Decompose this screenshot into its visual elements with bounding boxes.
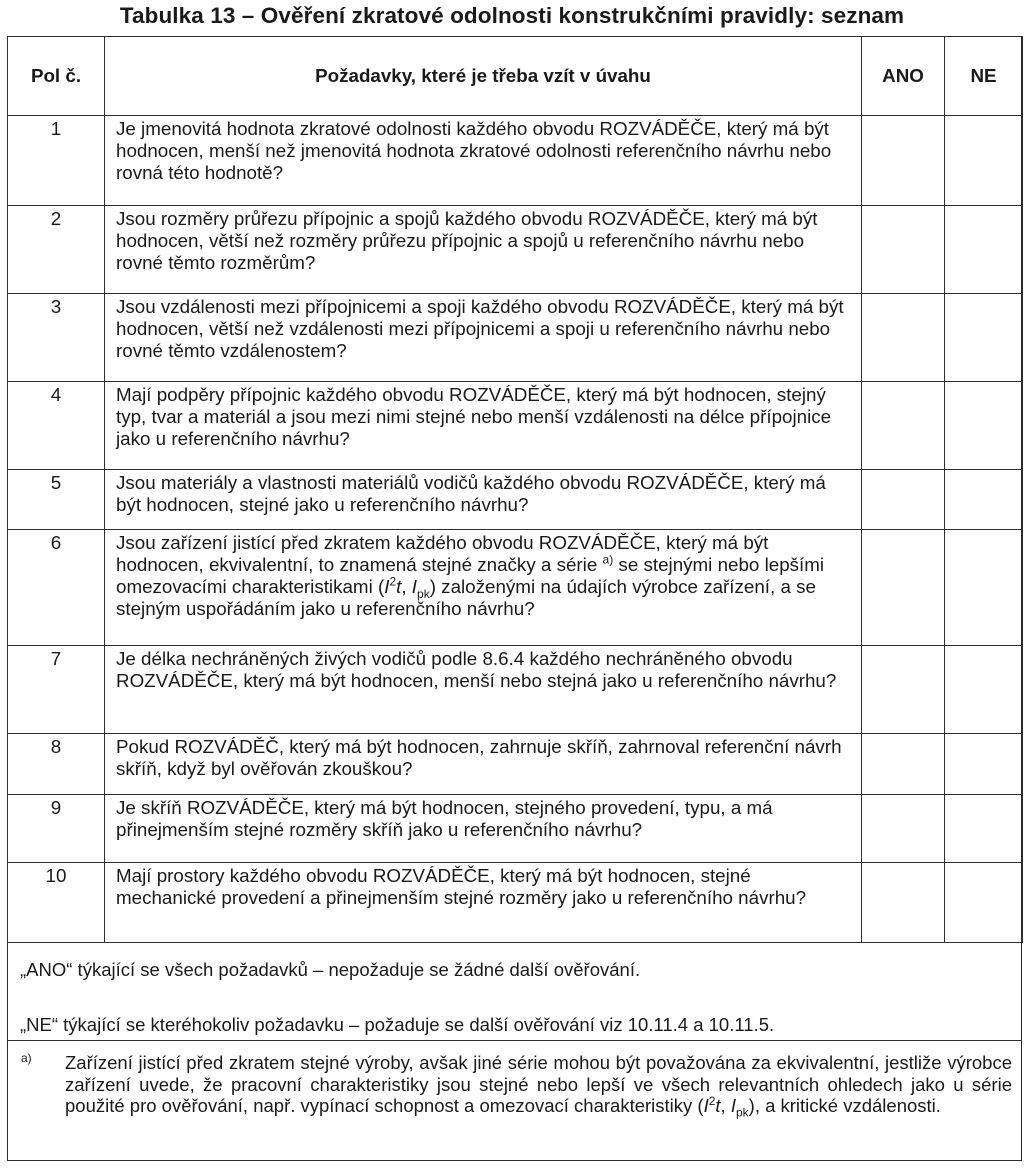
- row-number: 6: [8, 530, 105, 646]
- symbol-i: I: [730, 1095, 736, 1116]
- header-item-number: Pol č.: [8, 37, 105, 116]
- header-requirements: Požadavky, které je třeba vzít v úvahu: [105, 37, 862, 116]
- table-row: [8, 382, 1023, 470]
- table-row: [8, 646, 1023, 734]
- row-requirement: Je skříň ROZVÁDĚČE, který má být hodnocen, stejného provedení, typu, a má přinejmenším stejné rozměry skříň jako u referenčního návrhu?: [105, 795, 862, 863]
- symbol-t: t: [396, 576, 402, 597]
- yes-cell[interactable]: [862, 646, 945, 734]
- header-row: [8, 37, 1023, 116]
- row-number: 2: [8, 206, 105, 294]
- no-cell[interactable]: [945, 734, 1023, 795]
- footnote: [7, 1051, 1022, 1120]
- row-requirement: Mají prostory každého obvodu ROZVÁDĚČE, který má být hodnocen, stejné mechanické provedení a přinejmenším stejné rozměry jako u referenčního návrhu?: [105, 863, 862, 943]
- table-row: [8, 530, 1023, 646]
- footnote-text-part: Zařízení jistící před zkratem stejné výroby, avšak jiné série mohou být považována za ekvivalentní, jestliže výrobce zařízení uvede, že pracovní charakteristiky jsou stejné nebo lepší ve všech relevantních ohledech jako u série použité pro ověřování, např. vypínací schopnost a omezovací charakteristiky (: [65, 1052, 1012, 1116]
- header-no: NE: [945, 37, 1023, 116]
- table-row: [8, 294, 1023, 382]
- row-number: 10: [8, 863, 105, 943]
- no-cell[interactable]: [945, 116, 1023, 206]
- row-requirement: Mají podpěry přípojnic každého obvodu ROZVÁDĚČE, který má být hodnocen, stejný typ, tvar a materiál a jsou mezi nimi stejné nebo menší vzdálenosti na délce přípojnice jako u referenčního návrhu?: [105, 382, 862, 470]
- symbol-subscript: pk: [735, 1105, 749, 1120]
- table-row: [8, 116, 1023, 206]
- req-text-part: ) založenými na údajích výrobce zařízení, a se stejným uspořádáním jako u referenčního návrhu?: [116, 576, 816, 619]
- footnote-ref: a): [602, 552, 614, 567]
- no-cell[interactable]: [945, 470, 1023, 530]
- no-cell[interactable]: [945, 382, 1023, 470]
- row-requirement: Jsou rozměry průřezu přípojnic a spojů každého obvodu ROZVÁDĚČE, který má být hodnocen, větší než rozměry průřezu přípojnic a spojů u referenčního návrhu nebo rovné těmto rozměrům?: [105, 206, 862, 294]
- symbol-exponent: 2: [708, 1093, 716, 1108]
- table-row: [8, 206, 1023, 294]
- row-number: 5: [8, 470, 105, 530]
- yes-cell[interactable]: [862, 116, 945, 206]
- row-requirement: Jsou materiály a vlastnosti materiálů vodičů každého obvodu ROZVÁDĚČE, který má být hodnocen, stejné jako u referenčního návrhu?: [105, 470, 862, 530]
- yes-cell[interactable]: [862, 382, 945, 470]
- yes-cell[interactable]: [862, 470, 945, 530]
- symbol-subscript: pk: [417, 586, 430, 601]
- table-row: [8, 734, 1023, 795]
- row-requirement: [105, 530, 862, 646]
- yes-cell[interactable]: [862, 530, 945, 646]
- req-text-part: Jsou zařízení jistící před zkratem každého obvodu ROZVÁDĚČE, který má být hodnocen, ekvivalentní, to znamená stejné značky a série: [116, 532, 769, 575]
- row-number: 8: [8, 734, 105, 795]
- row-number: 9: [8, 795, 105, 863]
- row-number: 3: [8, 294, 105, 382]
- footnote-text-part: ), a kritické vzdálenosti.: [748, 1095, 941, 1116]
- row-requirement: Je délka nechráněných živých vodičů podle 8.6.4 každého nechráněného obvodu ROZVÁDĚČE, který má být hodnocen, menší nebo stejná jako u referenčního návrhu?: [105, 646, 862, 734]
- header-yes: ANO: [862, 37, 945, 116]
- symbol-exponent: 2: [389, 574, 397, 589]
- symbol-i: I: [384, 576, 390, 597]
- table-row: [8, 795, 1023, 863]
- no-cell[interactable]: [945, 206, 1023, 294]
- symbol-i: I: [411, 576, 418, 597]
- table-title: Tabulka 13 – Ověření zkratové odolnosti konstrukčními pravidly: seznam: [119, 3, 905, 28]
- req-text-part: se stejnými nebo lepšími omezovacími charakteristikami (: [116, 554, 825, 597]
- note-ne: „NE“ týkající se kteréhokoliv požadavku – požaduje se další ověřování viz 10.11.4 a 10.11.5.: [20, 1014, 775, 1035]
- yes-cell[interactable]: [862, 206, 945, 294]
- no-cell[interactable]: [945, 294, 1023, 382]
- no-cell[interactable]: [945, 646, 1023, 734]
- row-requirement: Jsou vzdálenosti mezi přípojnicemi a spoji každého obvodu ROZVÁDĚČE, který má být hodnocen, větší než vzdálenosti mezi přípojnicemi a spoji u referenčního návrhu nebo rovné těmto vzdálenostem?: [105, 294, 862, 382]
- no-cell[interactable]: [945, 863, 1023, 943]
- footnote-mark: a): [21, 1051, 32, 1065]
- yes-cell[interactable]: [862, 863, 945, 943]
- table-row: [8, 470, 1023, 530]
- row-requirement: Je jmenovitá hodnota zkratové odolnosti každého obvodu ROZVÁDĚČE, který má být hodnocen, menší než jmenovitá hodnota zkratové odolnosti referenčního návrhu nebo rovná této hodnotě?: [105, 116, 862, 206]
- requirements-table: [7, 36, 1023, 943]
- yes-cell[interactable]: [862, 795, 945, 863]
- row-number: 4: [8, 382, 105, 470]
- symbol-separator: ,: [720, 1095, 731, 1116]
- row-requirement: Pokud ROZVÁDĚČ, který má být hodnocen, zahrnuje skříň, zahrnoval referenční návrh skříň, když byl ověřován zkouškou?: [105, 734, 862, 795]
- row-number: 1: [8, 116, 105, 206]
- yes-cell[interactable]: [862, 734, 945, 795]
- note-ano: „ANO“ týkající se všech požadavků – nepožaduje se žádné další ověřování.: [20, 959, 641, 980]
- no-cell[interactable]: [945, 530, 1023, 646]
- footnote-divider: [7, 1040, 1022, 1041]
- symbol-t: t: [715, 1095, 721, 1116]
- yes-cell[interactable]: [862, 294, 945, 382]
- symbol-i: I: [703, 1095, 709, 1116]
- table-row: [8, 863, 1023, 943]
- symbol-separator: ,: [401, 576, 412, 597]
- no-cell[interactable]: [945, 795, 1023, 863]
- row-number: 7: [8, 646, 105, 734]
